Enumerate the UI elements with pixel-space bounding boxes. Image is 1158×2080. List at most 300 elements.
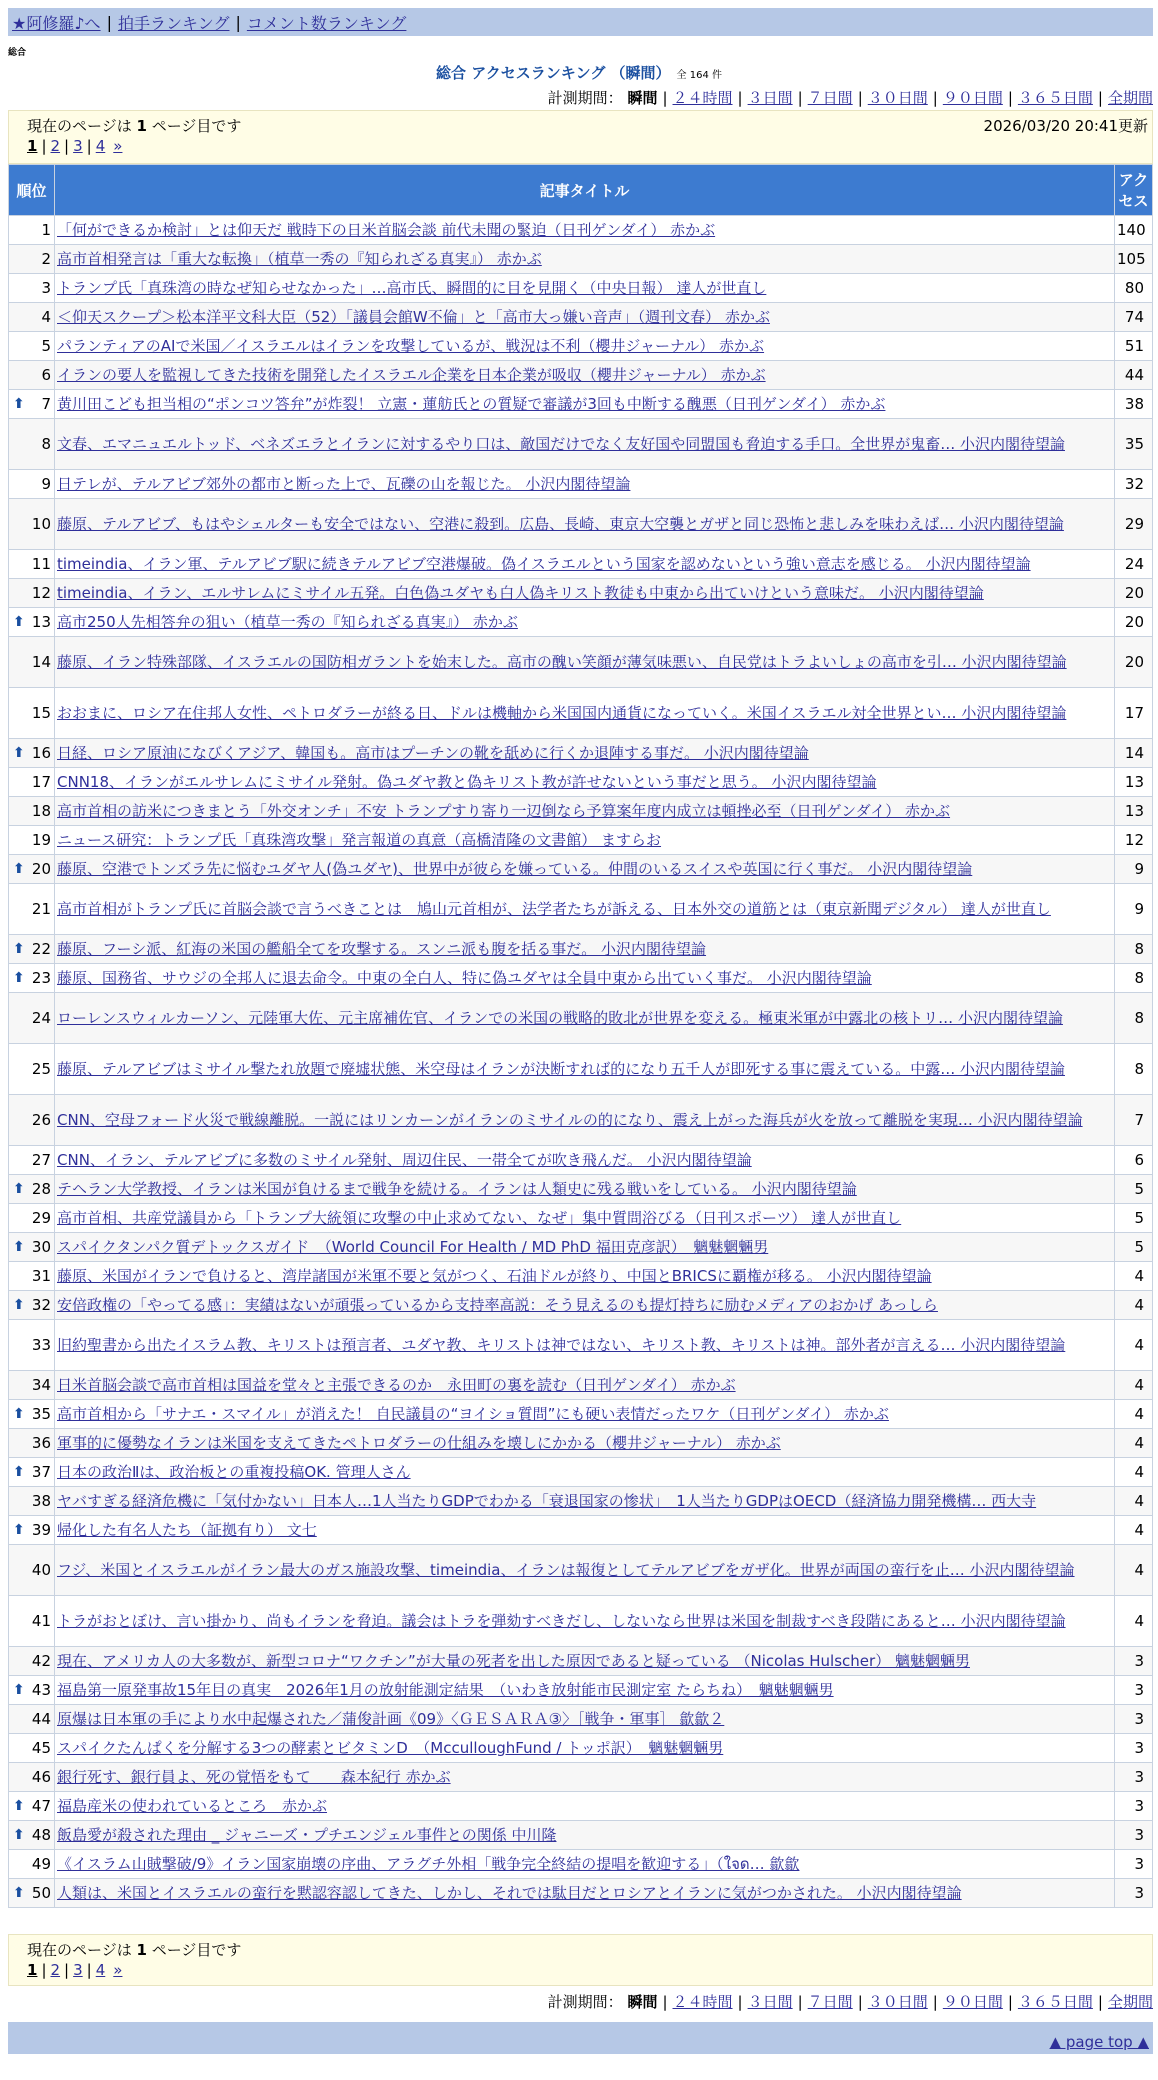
table-row xyxy=(9,1371,1153,1400)
table-row xyxy=(9,1821,1153,1850)
title-cell xyxy=(55,499,1115,550)
rank-number: 15 xyxy=(31,704,51,722)
table-row xyxy=(9,768,1153,797)
rank-number: 38 xyxy=(31,1492,51,1510)
access-count: 5 xyxy=(1115,1204,1153,1233)
rank-number: 32 xyxy=(31,1296,51,1314)
page-info-top xyxy=(8,110,1153,164)
page-title-wrap xyxy=(0,62,1158,83)
rank-cell xyxy=(9,1705,55,1734)
rank-up-arrow-icon: ⬆ xyxy=(13,861,25,877)
article-title-link[interactable]: 福島産米の使われているところ 赤かぶ xyxy=(57,1797,328,1815)
access-count: 3 xyxy=(1115,1879,1153,1908)
table-row xyxy=(9,550,1153,579)
rank-cell xyxy=(9,1458,55,1487)
rank-cell xyxy=(9,1596,55,1647)
access-count: 4 xyxy=(1115,1291,1153,1320)
rank-cell xyxy=(9,245,55,274)
table-row xyxy=(9,1647,1153,1676)
article-title-link[interactable]: 日米首脳会談で高市首相は国益を堂々と主張できるのか 永田町の裏を読む（日刊ゲンダイ） 赤かぶ xyxy=(57,1376,736,1394)
access-count: 4 xyxy=(1115,1262,1153,1291)
current-page-text: 現在のページは 1 ページ目です xyxy=(27,117,242,135)
rank-cell xyxy=(9,1516,55,1545)
access-count: 4 xyxy=(1115,1371,1153,1400)
title-cell xyxy=(55,797,1115,826)
period-link-24h[interactable]: ２４時間 xyxy=(672,89,733,107)
period-link-365d[interactable]: ３６５日間 xyxy=(1017,89,1093,107)
access-count: 80 xyxy=(1115,274,1153,303)
table-row xyxy=(9,637,1153,688)
access-count: 5 xyxy=(1115,1233,1153,1262)
article-title-link[interactable]: 文春、エマニュエルトッド、ベネズエラとイランに対するやり口は、敵国だけでなく友好国や同盟国も脅迫する手口。全世界が鬼畜… 小沢内閣待望論 xyxy=(57,435,1065,453)
article-title-link[interactable]: 日経、ロシア原油になびくアジア、韓国も。高市はプーチンの靴を舐めに行くか退陣する事だ。 小沢内閣待望論 xyxy=(57,744,809,762)
access-count: 14 xyxy=(1115,739,1153,768)
access-count: 8 xyxy=(1115,964,1153,993)
rank-cell xyxy=(9,216,55,245)
title-cell xyxy=(55,826,1115,855)
table-row xyxy=(9,1262,1153,1291)
rank-number: 40 xyxy=(31,1561,51,1579)
rank-up-arrow-icon: ⬆ xyxy=(13,396,25,412)
title-cell xyxy=(55,688,1115,739)
article-title-link[interactable]: 人類は、米国とイスラエルの蛮行を黙認容認してきた、しかし、それでは駄目だとロシアとイランに気がつかされた。 小沢内閣待望論 xyxy=(57,1884,962,1902)
rank-up-arrow-icon: ⬆ xyxy=(13,1297,25,1313)
rank-cell xyxy=(9,1792,55,1821)
rank-number: 3 xyxy=(41,279,51,297)
article-title-link[interactable]: スパイクたんぱくを分解する3つの酵素とビタミンD （McculloughFund / トッポ訳） 魑魅魍魎男 xyxy=(57,1739,724,1757)
period-link-all[interactable]: 全期間 xyxy=(1107,1993,1153,2011)
rank-number: 46 xyxy=(31,1768,51,1786)
rank-number: 7 xyxy=(41,395,51,413)
ranking-table xyxy=(8,164,1153,1908)
article-title-link[interactable]: timeindia、イラン軍、テルアビブ駅に続きテルアビブ空港爆破。偽イスラエルという国家を認めないという強い意志を感じる。 小沢内閣待望論 xyxy=(57,555,1031,573)
table-row xyxy=(9,470,1153,499)
article-title-link[interactable]: 安倍政権の「やってる感」：実績はないが頑張っているから支持率高説：そう見えるのも提灯持ちに励むメディアのおかげ あっしら xyxy=(57,1296,938,1314)
access-count: 74 xyxy=(1115,303,1153,332)
access-count: 8 xyxy=(1115,1044,1153,1095)
article-title-link[interactable]: 現在、アメリカ人の大多数が、新型コロナ“ワクチン”が大量の死者を出した原因であると疑っている （Nicolas Hulscher） 魑魅魍魎男 xyxy=(57,1652,970,1670)
rank-number: 25 xyxy=(31,1060,51,1078)
access-count: 35 xyxy=(1115,419,1153,470)
rank-cell xyxy=(9,470,55,499)
table-row xyxy=(9,1879,1153,1908)
rank-number: 9 xyxy=(41,475,51,493)
rank-cell xyxy=(9,1763,55,1792)
access-count: 3 xyxy=(1115,1850,1153,1879)
article-title-link[interactable]: 藤原、テルアビブ、もはやシェルターも安全ではない、空港に殺到。広島、長崎、東京大空襲とガザと同じ恐怖と悲しみを味わえば… 小沢内閣待望論 xyxy=(57,515,1064,533)
table-row xyxy=(9,1320,1153,1371)
period-link-30d[interactable]: ３０日間 xyxy=(867,89,928,107)
title-cell xyxy=(55,1545,1115,1596)
rank-cell xyxy=(9,608,55,637)
rank-up-arrow-icon: ⬆ xyxy=(13,1827,25,1843)
rank-number: 48 xyxy=(31,1826,51,1844)
table-row xyxy=(9,1850,1153,1879)
article-title-link[interactable]: 高市首相の訪米につきまとう「外交オンチ」不安 トランプすり寄り一辺倒なら予算案年度内成立は頓挫必至（日刊ゲンダイ） 赤かぶ xyxy=(57,802,951,820)
title-cell xyxy=(55,1262,1115,1291)
article-title-link[interactable]: ローレンスウィルカーソン、元陸軍大佐、元主席補佐官、イランでの米国の戦略的敗北が世界を変える。極東米軍が中露北の核トリ… 小沢内閣待望論 xyxy=(57,1009,1063,1027)
access-count: 9 xyxy=(1115,884,1153,935)
rank-number: 1 xyxy=(41,221,51,239)
table-row xyxy=(9,390,1153,419)
article-title-link[interactable]: CNN、空母フォード火災で戦線離脱。一説にはリンカーンがイランのミサイルの的になり、震え上がった海兵が火を放って離脱を実現… 小沢内閣待望論 xyxy=(57,1111,1083,1129)
title-cell xyxy=(55,1821,1115,1850)
rank-number: 39 xyxy=(31,1521,51,1539)
rank-cell xyxy=(9,1879,55,1908)
rank-number: 50 xyxy=(31,1884,51,1902)
table-row xyxy=(9,1676,1153,1705)
rank-number: 13 xyxy=(31,613,51,631)
article-title-link[interactable]: CNN、イラン、テルアビブに多数のミサイル発射、周辺住民、一帯全てが吹き飛んだ。 小沢内閣待望論 xyxy=(57,1151,752,1169)
access-count: 24 xyxy=(1115,550,1153,579)
article-title-link[interactable]: 藤原、空港でトンズラ先に悩むユダヤ人(偽ユダヤ)、世界中が彼らを嫌っている。仲間のいるスイスや英国に行く事だ。 小沢内閣待望論 xyxy=(57,860,973,878)
article-title-link[interactable]: 高市250人先相答弁の狙い（植草一秀の『知られざる真実』） 赤かぶ xyxy=(57,613,518,631)
rank-up-arrow-icon: ⬆ xyxy=(13,1798,25,1814)
table-row xyxy=(9,1429,1153,1458)
rank-number: 11 xyxy=(31,555,51,573)
rank-number: 24 xyxy=(31,1009,51,1027)
article-title-link[interactable]: 藤原、イラン特殊部隊、イスラエルの国防相ガラントを始末した。高市の醜い笑顔が薄気味悪い、自民党はトラよいしょの高市を引… 小沢内閣待望論 xyxy=(57,653,1067,671)
title-cell xyxy=(55,245,1115,274)
rank-cell xyxy=(9,579,55,608)
rank-cell xyxy=(9,1850,55,1879)
table-row xyxy=(9,1705,1153,1734)
article-title-link[interactable]: 藤原、国務省、サウジの全邦人に退去命令。中東の全白人、特に偽ユダヤは全員中東から出ていく事だ。 小沢内閣待望論 xyxy=(57,969,872,987)
table-row xyxy=(9,855,1153,884)
pagination-top: 1 | 2 | 3 | 4 » xyxy=(27,137,123,155)
page-link-3[interactable]: 3 xyxy=(73,1961,83,1979)
access-count: 4 xyxy=(1115,1458,1153,1487)
access-count: 3 xyxy=(1115,1647,1153,1676)
article-title-link[interactable]: ヤバすぎる経済危機に「気付かない」日本人…1人当たりGDPでわかる「衰退国家の惨状」 1人当たりGDPはOECD（経済協力開発機構… 西大寺 xyxy=(57,1492,1037,1510)
article-title-link[interactable]: スパイクタンパク質デトックスガイド （World Council For Health / MD PhD 福田克彦訳） 魑魅魍魎男 xyxy=(57,1238,769,1256)
rank-cell xyxy=(9,1262,55,1291)
title-cell xyxy=(55,1516,1115,1545)
title-cell xyxy=(55,361,1115,390)
title-cell xyxy=(55,1371,1115,1400)
access-count: 3 xyxy=(1115,1792,1153,1821)
title-cell xyxy=(55,993,1115,1044)
rank-cell xyxy=(9,361,55,390)
page-link-next[interactable]: » xyxy=(113,137,123,155)
rank-number: 10 xyxy=(31,515,51,533)
rank-number: 4 xyxy=(41,308,51,326)
rank-cell xyxy=(9,1204,55,1233)
rank-cell xyxy=(9,332,55,361)
title-cell xyxy=(55,1596,1115,1647)
rank-cell xyxy=(9,1487,55,1516)
access-count: 44 xyxy=(1115,361,1153,390)
table-row xyxy=(9,1763,1153,1792)
article-title-link[interactable]: 旧約聖書から出たイスラム教、キリストは預言者、ユダヤ教、キリストは神ではない、キリスト教、キリストは神。部外者が言える… 小沢内閣待望論 xyxy=(57,1336,1066,1354)
period-link-3d[interactable]: ３日間 xyxy=(747,89,793,107)
rank-cell xyxy=(9,637,55,688)
table-row xyxy=(9,1146,1153,1175)
table-row xyxy=(9,332,1153,361)
access-count: 4 xyxy=(1115,1320,1153,1371)
table-row xyxy=(9,1044,1153,1095)
rank-cell xyxy=(9,550,55,579)
access-count: 105 xyxy=(1115,245,1153,274)
rank-cell xyxy=(9,1175,55,1204)
rank-number: 20 xyxy=(31,860,51,878)
rank-cell xyxy=(9,1371,55,1400)
title-cell xyxy=(55,390,1115,419)
rank-number: 41 xyxy=(31,1612,51,1630)
title-cell xyxy=(55,579,1115,608)
rank-number: 47 xyxy=(31,1797,51,1815)
rank-number: 37 xyxy=(31,1463,51,1481)
article-title-link[interactable]: 軍事的に優勢なイランは米国を支えてきたペトロダラーの仕組みを壊しにかかる（櫻井ジャーナル） 赤かぶ xyxy=(57,1434,781,1452)
rank-cell xyxy=(9,884,55,935)
rank-number: 49 xyxy=(31,1855,51,1873)
access-count: 5 xyxy=(1115,1175,1153,1204)
period-link-3d[interactable]: ３日間 xyxy=(747,1993,793,2011)
page-link-1[interactable]: 1 xyxy=(27,1961,38,1979)
page-link-2[interactable]: 2 xyxy=(50,137,61,155)
table-row xyxy=(9,274,1153,303)
article-title-link[interactable]: 高市首相発言は「重大な転換」（植草一秀の『知られざる真実』） 赤かぶ xyxy=(57,250,542,268)
article-title-link[interactable]: イランの要人を監視してきた技術を開発したイスラエル企業を日本企業が吸収（櫻井ジャーナル） 赤かぶ xyxy=(57,366,766,384)
article-title-link[interactable]: トラがおとぼけ、言い掛かり、尚もイランを脅迫。議会はトラを弾劾すべきだし、しないなら世界は米国を制裁すべき段階にあると… 小沢内閣待望論 xyxy=(57,1612,1066,1630)
title-cell xyxy=(55,216,1115,245)
rank-cell xyxy=(9,499,55,550)
nav-separator: | xyxy=(235,12,241,32)
rank-cell xyxy=(9,1400,55,1429)
rank-up-arrow-icon: ⬆ xyxy=(13,1464,25,1480)
table-row xyxy=(9,1734,1153,1763)
page-title: 総合 アクセスランキング （瞬間） xyxy=(436,64,671,82)
rank-cell xyxy=(9,1734,55,1763)
access-count: 13 xyxy=(1115,768,1153,797)
period-link-90d[interactable]: ９０日間 xyxy=(942,89,1003,107)
access-count: 3 xyxy=(1115,1705,1153,1734)
article-title-link[interactable]: 《イスラム山賊撃破/9》イラン国家崩壊の序曲、アラグチ外相「戦争完全終結の提唱を歓迎する」（ใจด… 歙歙 xyxy=(57,1855,800,1873)
rank-number: 23 xyxy=(31,969,51,987)
article-title-link[interactable]: ニュース研究：トランプ氏「真珠湾攻撃」発言報道の真意（高橋清隆の文書館） ますらお xyxy=(57,831,662,849)
table-row xyxy=(9,1792,1153,1821)
access-count: 140 xyxy=(1115,216,1153,245)
title-cell xyxy=(55,1850,1115,1879)
article-title-link[interactable]: CNN18、イランがエルサレムにミサイル発射。偽ユダヤ教と偽キリスト教が許せないという事だと思う。 小沢内閣待望論 xyxy=(57,773,877,791)
article-title-link[interactable]: timeindia、イラン、エルサレムにミサイル五発。白色偽ユダヤも白人偽キリスト教徒も中東から出ていけという意味だ。 小沢内閣待望論 xyxy=(57,584,984,602)
article-title-link[interactable]: 「何ができるか検討」とは仰天だ 戦時下の日米首脳会談 前代未聞の緊迫（日刊ゲンダイ） 赤かぶ xyxy=(57,221,716,239)
access-count: 7 xyxy=(1115,1095,1153,1146)
period-selector-bottom: 計測期間： 瞬間 | ２４時間 | ３日間 | ７日間 | ３０日間 | ９０日間 | ３６５日間 | 全期間 xyxy=(547,1993,1153,2011)
rank-cell xyxy=(9,1233,55,1262)
table-row xyxy=(9,579,1153,608)
rank-up-arrow-icon: ⬆ xyxy=(13,1181,25,1197)
period-link-90d[interactable]: ９０日間 xyxy=(942,1993,1003,2011)
access-count: 3 xyxy=(1115,1676,1153,1705)
article-title-link[interactable]: テヘラン大学教授、イランは米国が負けるまで戦争を続ける。イランは人類史に残る戦いをしている。 小沢内閣待望論 xyxy=(57,1180,857,1198)
rank-cell xyxy=(9,768,55,797)
table-row xyxy=(9,1095,1153,1146)
table-row xyxy=(9,935,1153,964)
rank-cell xyxy=(9,1095,55,1146)
title-cell xyxy=(55,884,1115,935)
title-cell xyxy=(55,419,1115,470)
table-row xyxy=(9,419,1153,470)
rank-cell xyxy=(9,303,55,332)
period-current: 瞬間 xyxy=(627,1993,658,2011)
rank-up-arrow-icon: ⬆ xyxy=(13,1522,25,1538)
table-row xyxy=(9,361,1153,390)
rank-up-arrow-icon: ⬆ xyxy=(13,1682,25,1698)
column-header-title: 記事タイトル xyxy=(55,165,1115,216)
title-cell xyxy=(55,1429,1115,1458)
article-title-link[interactable]: 日テレが、テルアビブ郊外の都市と断った上で、瓦礫の山を報じた。 小沢内閣待望論 xyxy=(57,475,631,493)
article-title-link[interactable]: ＜仰天スクープ＞松本洋平文科大臣（52）「議員会館W不倫」と「高市大っ嫌い音声」（週刊文春） 赤かぶ xyxy=(57,308,770,326)
rank-number: 35 xyxy=(31,1405,51,1423)
title-cell xyxy=(55,1204,1115,1233)
rank-cell xyxy=(9,797,55,826)
rank-up-arrow-icon: ⬆ xyxy=(13,1239,25,1255)
page-link-4[interactable]: 4 xyxy=(95,1961,106,1979)
title-cell xyxy=(55,1676,1115,1705)
rank-cell xyxy=(9,1044,55,1095)
title-cell xyxy=(55,1291,1115,1320)
nav-link-home[interactable]: ★阿修羅♪へ xyxy=(12,13,101,33)
section-label: 総合 xyxy=(8,48,27,58)
footer-bar xyxy=(8,2022,1153,2054)
rank-number: 6 xyxy=(41,366,51,384)
access-count: 4 xyxy=(1115,1545,1153,1596)
title-cell xyxy=(55,274,1115,303)
current-page-text-bottom: 現在のページは 1 ページ目です xyxy=(27,1941,242,1959)
title-cell xyxy=(55,1792,1115,1821)
rank-up-arrow-icon: ⬆ xyxy=(13,1406,25,1422)
rank-cell xyxy=(9,1291,55,1320)
table-row xyxy=(9,1175,1153,1204)
article-title-link[interactable]: 飯島愛が殺された理由 _ ジャニーズ・プチエンジェル事件との関係 中川隆 xyxy=(57,1826,557,1844)
article-title-link[interactable]: 藤原、米国がイランで負けると、湾岸諸国が米軍不要と気がつく、石油ドルが終り、中国とBRICSに覇権が移る。 小沢内閣待望論 xyxy=(57,1267,932,1285)
article-title-link[interactable]: トランプ氏「真珠湾の時なぜ知らせなかった」…高市氏、瞬間的に目を見開く（中央日報） 達人が世直し xyxy=(57,279,767,297)
table-row xyxy=(9,216,1153,245)
table-row xyxy=(9,1233,1153,1262)
rank-up-arrow-icon: ⬆ xyxy=(13,941,25,957)
rank-number: 8 xyxy=(41,435,51,453)
rank-cell xyxy=(9,739,55,768)
page-link-4[interactable]: 4 xyxy=(95,137,106,155)
article-title-link[interactable]: おおまに、ロシア在住邦人女性、ペトロダラーが終る日、ドルは機軸から米国国内通貨になっていく。米国イスラエル対全世界とい… 小沢内閣待望論 xyxy=(57,704,1067,722)
article-title-link[interactable]: 藤原、フーシ派、紅海の米国の艦船全てを攻撃する。スンニ派も腹を括る事だ。 小沢内閣待望論 xyxy=(57,940,707,958)
rank-up-arrow-icon: ⬆ xyxy=(13,1885,25,1901)
period-selector-top: 計測期間： 瞬間 | ２４時間 | ３日間 | ７日間 | ３０日間 | ９０日間 | ３６５日間 | 全期間 xyxy=(547,89,1153,107)
page-link-3[interactable]: 3 xyxy=(73,137,83,155)
rank-cell xyxy=(9,1676,55,1705)
rank-cell xyxy=(9,390,55,419)
title-cell xyxy=(55,1705,1115,1734)
access-count: 13 xyxy=(1115,797,1153,826)
access-count: 51 xyxy=(1115,332,1153,361)
article-title-link[interactable]: 原爆は日本軍の手により水中起爆された／蒲俊計画《09》〈ＧＥＳＡＲＡ③〉［戦争・軍事］ 歙歙２ xyxy=(57,1710,725,1728)
title-cell xyxy=(55,608,1115,637)
rank-number: 30 xyxy=(31,1238,51,1256)
title-cell xyxy=(55,1044,1115,1095)
period-current: 瞬間 xyxy=(627,89,658,107)
title-cell xyxy=(55,1320,1115,1371)
table-row xyxy=(9,1400,1153,1429)
article-title-link[interactable]: 銀行死す、銀行員よ、死の覚悟をもて 森本紀行 赤かぶ xyxy=(57,1768,451,1786)
rank-number: 2 xyxy=(41,250,51,268)
rank-cell xyxy=(9,1429,55,1458)
period-link-7d[interactable]: ７日間 xyxy=(807,1993,853,2011)
period-link-365d[interactable]: ３６５日間 xyxy=(1017,1993,1093,2011)
rank-number: 36 xyxy=(31,1434,51,1452)
access-count: 8 xyxy=(1115,935,1153,964)
page-link-next[interactable]: » xyxy=(113,1961,123,1979)
rank-number: 19 xyxy=(31,831,51,849)
nav-link-clap-ranking[interactable]: 拍手ランキング xyxy=(117,13,230,33)
rank-number: 22 xyxy=(31,940,51,958)
rank-up-arrow-icon: ⬆ xyxy=(13,970,25,986)
table-row xyxy=(9,245,1153,274)
period-link-all[interactable]: 全期間 xyxy=(1107,89,1153,107)
period-link-30d[interactable]: ３０日間 xyxy=(867,1993,928,2011)
rank-number: 42 xyxy=(31,1652,51,1670)
page-top-link[interactable]: ▲ page top ▲ xyxy=(1049,2033,1149,2051)
rank-number: 31 xyxy=(31,1267,51,1285)
page-link-1[interactable]: 1 xyxy=(27,137,38,155)
article-title-link[interactable]: 黄川田こども担当相の“ポンコツ答弁”が炸裂！ 立憲・蓮舫氏との質疑で審議が3回も中断する醜悪（日刊ゲンダイ） 赤かぶ xyxy=(57,395,886,413)
rank-number: 17 xyxy=(31,773,51,791)
table-row xyxy=(9,688,1153,739)
title-cell xyxy=(55,550,1115,579)
access-count: 12 xyxy=(1115,826,1153,855)
rank-cell xyxy=(9,1320,55,1371)
article-title-link[interactable]: 高市首相、共産党議員から「トランプ大統領に攻撃の中止求めてない、なぜ」集中質問浴びる（日刊スポーツ） 達人が世直し xyxy=(57,1209,902,1227)
title-cell xyxy=(55,1400,1115,1429)
rank-cell xyxy=(9,1647,55,1676)
rank-up-arrow-icon: ⬆ xyxy=(13,614,25,630)
access-count: 3 xyxy=(1115,1763,1153,1792)
title-cell xyxy=(55,935,1115,964)
total-count: 全 164 件 xyxy=(676,70,722,81)
article-title-link[interactable]: 日本の政治Ⅱは、政治板との重複投稿OK. 管理人さん xyxy=(57,1463,411,1481)
table-row xyxy=(9,993,1153,1044)
article-title-link[interactable]: 帰化した有名人たち（証拠有り） 文七 xyxy=(57,1521,317,1539)
title-cell xyxy=(55,1487,1115,1516)
article-title-link[interactable]: フジ、米国とイスラエルがイラン最大のガス施設攻撃、timeindia、イランは報復としてテルアビブをガザ化。世界が両国の蛮行を止… 小沢内閣待望論 xyxy=(57,1561,1075,1579)
title-cell xyxy=(55,1146,1115,1175)
title-cell xyxy=(55,1879,1115,1908)
period-link-24h[interactable]: ２４時間 xyxy=(672,1993,733,2011)
article-title-link[interactable]: 高市首相がトランプ氏に首脳会談で言うべきことは 鳩山元首相が、法学者たちが訴える、日本外交の道筋とは（東京新聞デジタル） 達人が世直し xyxy=(57,900,1051,918)
article-title-link[interactable]: パランティアのAIで米国／イスラエルはイランを攻撃しているが、戦況は不利（櫻井ジャーナル） 赤かぶ xyxy=(57,337,765,355)
rank-number: 21 xyxy=(31,900,51,918)
title-cell xyxy=(55,637,1115,688)
access-count: 20 xyxy=(1115,608,1153,637)
article-title-link[interactable]: 藤原、テルアビブはミサイル撃たれ放題で廃墟状態、米空母はイランが決断すれば的になり五千人が即死する事に震えている。中露… 小沢内閣待望論 xyxy=(57,1060,1065,1078)
pagination-bottom: 1 | 2 | 3 | 4 » xyxy=(27,1961,123,1979)
access-count: 17 xyxy=(1115,688,1153,739)
article-title-link[interactable]: 福島第一原発事故15年目の真実 2026年1月の放射能測定結果 （いわき放射能市民測定室 たらちね） 魑魅魍魎男 xyxy=(57,1681,834,1699)
table-row xyxy=(9,1204,1153,1233)
rank-number: 26 xyxy=(31,1111,51,1129)
table-row xyxy=(9,739,1153,768)
page-link-2[interactable]: 2 xyxy=(50,1961,61,1979)
article-title-link[interactable]: 高市首相から「サナエ・スマイル」が消えた！ 自民議員の“ヨイショ質問”にも硬い表情だったワケ（日刊ゲンダイ） 赤かぶ xyxy=(57,1405,889,1423)
access-count: 4 xyxy=(1115,1596,1153,1647)
rank-cell xyxy=(9,274,55,303)
title-cell xyxy=(55,1734,1115,1763)
nav-link-comment-ranking[interactable]: コメント数ランキング xyxy=(246,13,407,33)
table-row xyxy=(9,1596,1153,1647)
period-link-7d[interactable]: ７日間 xyxy=(807,89,853,107)
access-count: 4 xyxy=(1115,1516,1153,1545)
access-count: 9 xyxy=(1115,855,1153,884)
